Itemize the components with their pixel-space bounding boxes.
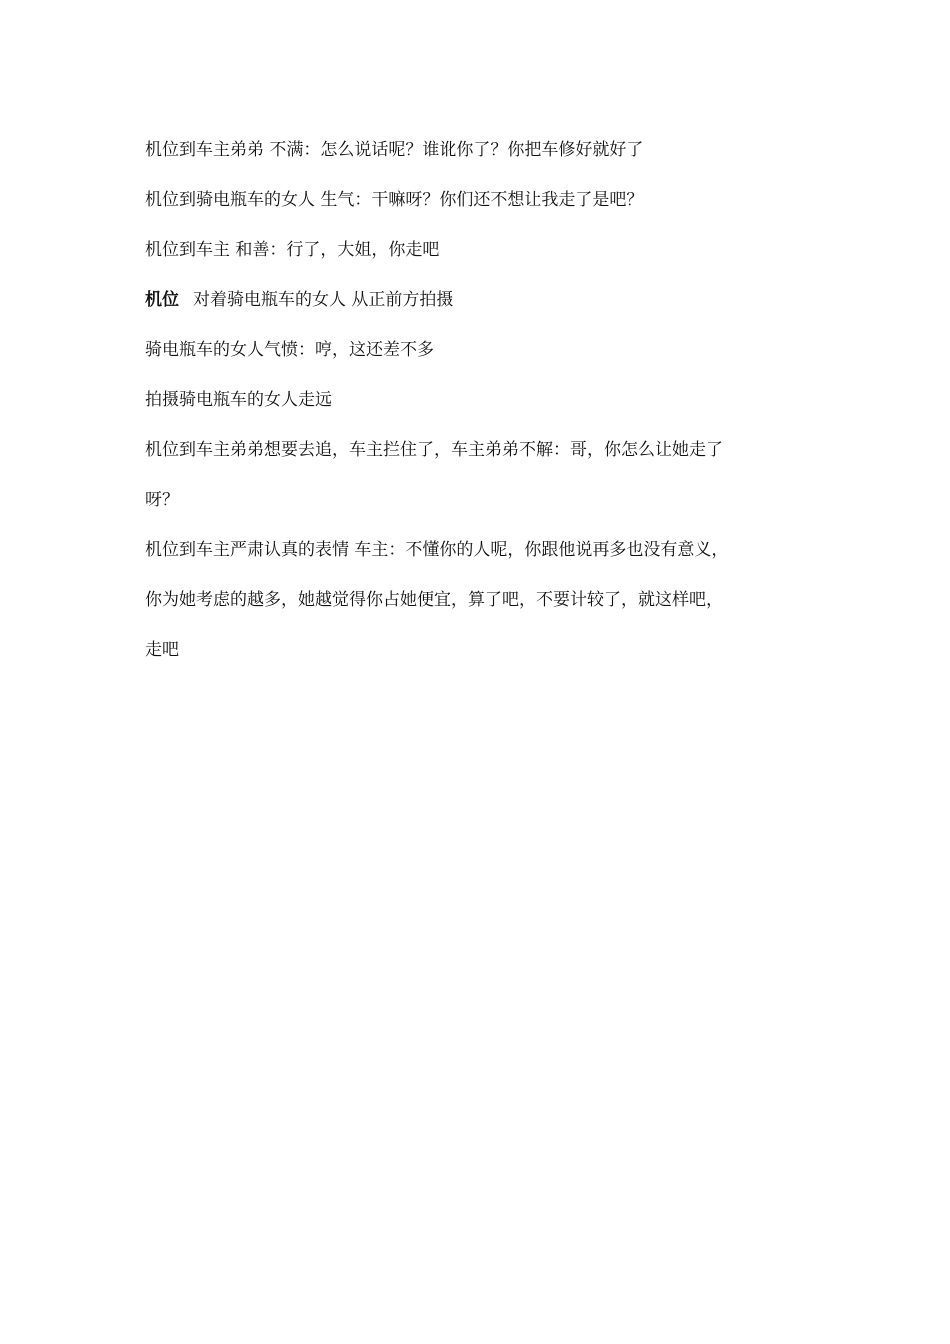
script-line-7: 机位到车主弟弟想要去追，车主拦住了，车主弟弟不解：哥，你怎么让她走了 <box>145 440 723 460</box>
script-line-4 <box>145 275 815 325</box>
script-line-10: 你为她考虑的越多，她越觉得你占她便宜，算了吧，不要计较了，就这样吧， <box>145 590 723 610</box>
script-line-6: 拍摄骑电瓶车的女人走远 <box>145 390 332 410</box>
script-line-2: 机位到骑电瓶车的女人 生气：干嘛呀？你们还不想让我走了是吧？ <box>145 190 644 210</box>
camera-direction-text: 对着骑电瓶车的女人 从正前方拍摄 <box>193 290 454 310</box>
script-line-8: 呀？ <box>145 490 179 510</box>
script-line-9: 机位到车主严肃认真的表情 车主：不懂你的人呢，你跟他说再多也没有意义， <box>145 540 729 560</box>
script-line-5: 骑电瓶车的女人气愤：哼，这还差不多 <box>145 340 434 360</box>
script-line-3: 机位到车主 和善：行了，大姐，你走吧 <box>145 240 440 260</box>
script-line-11: 走吧 <box>145 640 179 660</box>
script-body <box>145 125 815 675</box>
camera-label: 机位 <box>145 290 179 310</box>
script-line-1: 机位到车主弟弟 不满：怎么说话呢？谁讹你了？你把车修好就好了 <box>145 140 644 160</box>
